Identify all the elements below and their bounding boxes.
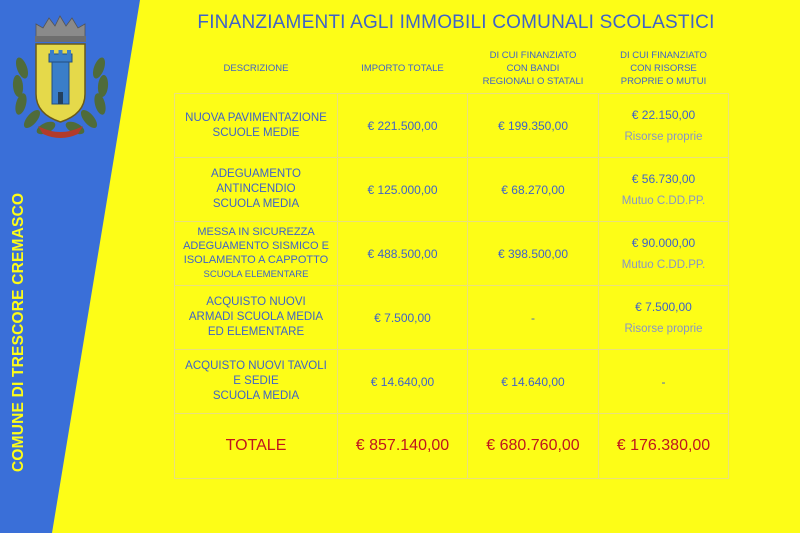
table-row [175, 286, 729, 350]
total-row [175, 414, 729, 479]
municipality-name: COMUNE DI TRESCORE CREMASCO [10, 192, 27, 472]
row-description: MESSA IN SICUREZZA ADEGUAMENTO SISMICO E ISOLAMENTO A CAPPOTTO SCUOLA ELEMENTARE [175, 222, 338, 286]
table-header-row [175, 44, 729, 94]
header-bandi: DI CUI FINANZIATO CON BANDI REGIONALI O STATALI [482, 50, 584, 87]
row-description: ADEGUAMENTO ANTINCENDIO SCUOLA MEDIA [175, 158, 338, 222]
row-bandi: € 68.270,00 [468, 158, 599, 222]
total-proprie: € 176.380,00 [599, 414, 729, 479]
row-proprie: € 56.730,00 Mutuo C.DD.PP. [599, 158, 729, 222]
funding-table [174, 44, 729, 479]
table-row [175, 158, 729, 222]
row-bandi: - [468, 286, 599, 350]
row-proprie: € 22.150,00 Risorse proprie [599, 94, 729, 158]
page-title: FINANZIAMENTI AGLI IMMOBILI COMUNALI SCOLASTICI [197, 12, 715, 33]
row-importo: € 125.000,00 [338, 158, 468, 222]
table-row [175, 94, 729, 158]
row-proprie: - [599, 350, 729, 414]
header-risorse-proprie: DI CUI FINANZIATO CON RISORSE PROPRIE O MUTUI [620, 50, 707, 87]
total-label: TOTALE [175, 414, 338, 479]
row-importo: € 488.500,00 [338, 222, 468, 286]
total-importo: € 857.140,00 [338, 414, 468, 479]
row-description: ACQUISTO NUOVI TAVOLI E SEDIE SCUOLA MEDIA [175, 350, 338, 414]
row-importo: € 221.500,00 [338, 94, 468, 158]
row-description: NUOVA PAVIMENTAZIONE SCUOLE MEDIE [175, 94, 338, 158]
coat-of-arms-icon [8, 10, 113, 145]
header-importo-totale: IMPORTO TOTALE [361, 63, 444, 74]
total-bandi: € 680.760,00 [468, 414, 599, 479]
row-note: Mutuo C.DD.PP. [621, 194, 706, 207]
row-importo: € 14.640,00 [338, 350, 468, 414]
row-proprie: € 7.500,00 Risorse proprie [599, 286, 729, 350]
header-descrizione: DESCRIZIONE [223, 63, 289, 74]
row-note: Risorse proprie [624, 322, 703, 335]
row-importo: € 7.500,00 [338, 286, 468, 350]
table-row [175, 222, 729, 286]
row-proprie: € 90.000,00 Mutuo C.DD.PP. [599, 222, 729, 286]
row-description: ACQUISTO NUOVI ARMADI SCUOLA MEDIA ED ELEMENTARE [175, 286, 338, 350]
row-bandi: € 14.640,00 [468, 350, 599, 414]
row-bandi: € 199.350,00 [468, 94, 599, 158]
table-row [175, 350, 729, 414]
row-bandi: € 398.500,00 [468, 222, 599, 286]
row-note: Mutuo C.DD.PP. [621, 258, 706, 271]
row-note: Risorse proprie [624, 130, 703, 143]
